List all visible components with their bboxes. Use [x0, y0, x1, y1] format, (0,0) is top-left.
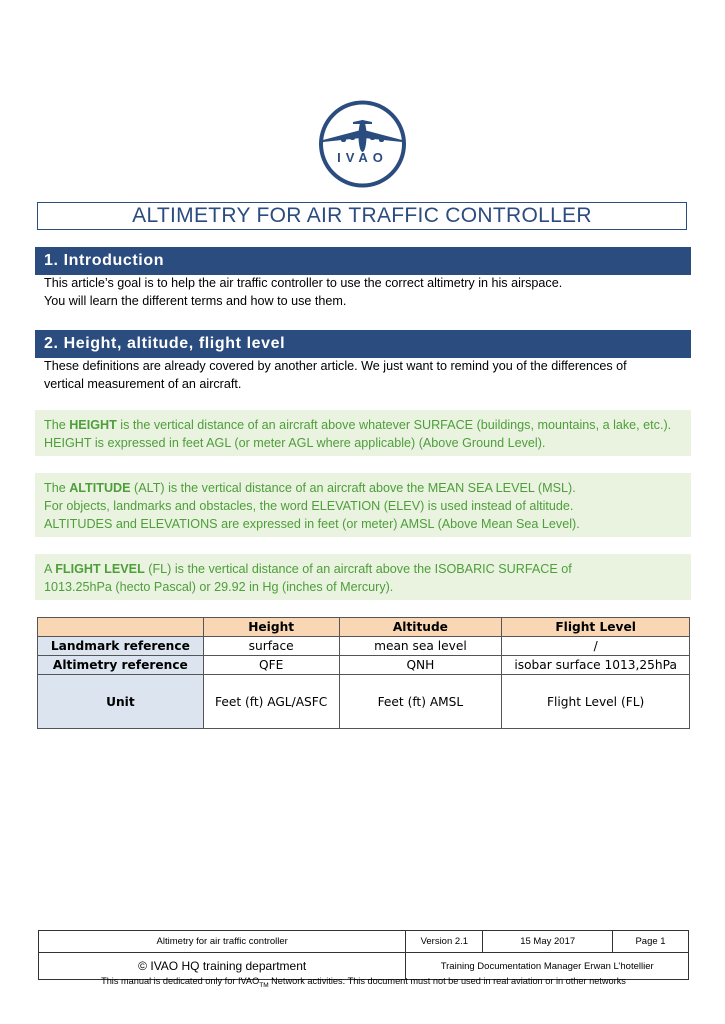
table-row [38, 656, 690, 675]
section-introduction-heading [35, 247, 691, 275]
footer-doc-title: Altimetry for air traffic controller [39, 931, 406, 953]
document-title [37, 202, 687, 230]
definition-text: ALTITUDES and ELEVATIONS are expressed in feet (or meter) AMSL (Above Mean Sea Level). [44, 517, 580, 531]
paragraph-line: vertical measurement of an aircraft. [44, 376, 242, 391]
definition-text: For objects, landmarks and obstacles, the word ELEVATION (ELEV) is used instead of altitude. [44, 499, 574, 513]
paragraph-line: These definitions are already covered by another article. We just want to remind you of the differences of [44, 359, 627, 373]
definition-term: FLIGHT LEVEL [55, 562, 145, 576]
copyright-icon: © [138, 959, 148, 973]
table-cell: / [502, 637, 690, 656]
table-cell: isobar surface 1013,25hPa [502, 656, 690, 675]
ivao-logo [317, 100, 408, 188]
footer-version: Version 2.1 [406, 931, 483, 953]
table-cell: Feet (ft) AMSL [339, 675, 502, 729]
flight-level-definition-box [35, 554, 691, 600]
table-header-cell: Height [203, 618, 339, 637]
definition-term: HEIGHT [69, 418, 117, 432]
footer-date: 15 May 2017 [483, 931, 613, 953]
trademark-subscript: TM [259, 981, 269, 989]
table-cell: QNH [339, 656, 502, 675]
paragraph-line: This article’s goal is to help the air traffic controller to use the correct altimetry in his airspace. [44, 276, 563, 290]
table-row-header: Unit [38, 675, 204, 729]
section-height-altitude-heading [35, 330, 691, 358]
definition-text: is the vertical distance of an aircraft above whatever SURFACE (buildings, mountains, a lake, etc.). HEIGHT is expressed in feet AGL (or meter AGL where applicable) (Above Ground Level). [44, 418, 672, 450]
table-cell: surface [203, 637, 339, 656]
definition-text: The [44, 418, 70, 432]
footer-row [39, 931, 689, 953]
disclaimer-text: This manual is dedicated only for IVAO [101, 976, 260, 986]
footer-manager: Training Documentation Manager Erwan L’hotellier [406, 953, 689, 980]
definition-text: (ALT) is the vertical distance of an aircraft above the MEAN SEA LEVEL (MSL). [130, 481, 576, 495]
table-header-cell: Flight Level [502, 618, 690, 637]
definition-text: The [44, 481, 70, 495]
table-cell: QFE [203, 656, 339, 675]
altimetry-comparison-table [37, 617, 690, 729]
definition-text: 1013.25hPa (hecto Pascal) or 29.92 in Hg (inches of Mercury). [44, 580, 394, 594]
table-cell: Flight Level (FL) [502, 675, 690, 729]
airplane-icon [323, 120, 402, 152]
footer-department-text: IVAO HQ training department [150, 959, 307, 973]
table-row [38, 637, 690, 656]
definition-text: A [44, 562, 56, 576]
paragraph-line: You will learn the different terms and how to use them. [44, 293, 347, 308]
table-cell: mean sea level [339, 637, 502, 656]
table-header-cell [38, 618, 204, 637]
definition-term: ALTITUDE [69, 481, 131, 495]
table-header-row [38, 618, 690, 637]
table-header-cell: Altitude [339, 618, 502, 637]
definitions-paragraph [44, 358, 684, 393]
height-definition-box [35, 410, 691, 456]
table-row-header: Landmark reference [38, 637, 204, 656]
footer-disclaimer [38, 976, 689, 989]
definition-text: (FL) is the vertical distance of an aircraft above the ISOBARIC SURFACE of [144, 562, 572, 576]
altitude-definition-box [35, 473, 691, 537]
ivao-logo-svg [317, 100, 408, 188]
introduction-paragraph [44, 275, 684, 310]
table-row [38, 675, 690, 729]
table-cell: Feet (ft) AGL/ASFC [203, 675, 339, 729]
section-heading-text: 2. Height, altitude, flight level [44, 335, 286, 352]
disclaimer-text: Network activities. This document must not be used in real aviation or in other networks [268, 976, 626, 986]
document-title-text: ALTIMETRY FOR AIR TRAFFIC CONTROLLER [132, 204, 592, 227]
page-footer-table [38, 930, 689, 980]
logo-text: IVAO [337, 150, 388, 165]
table-row-header: Altimetry reference [38, 656, 204, 675]
footer-page-number: Page 1 [613, 931, 689, 953]
section-heading-text: 1. Introduction [44, 252, 165, 269]
